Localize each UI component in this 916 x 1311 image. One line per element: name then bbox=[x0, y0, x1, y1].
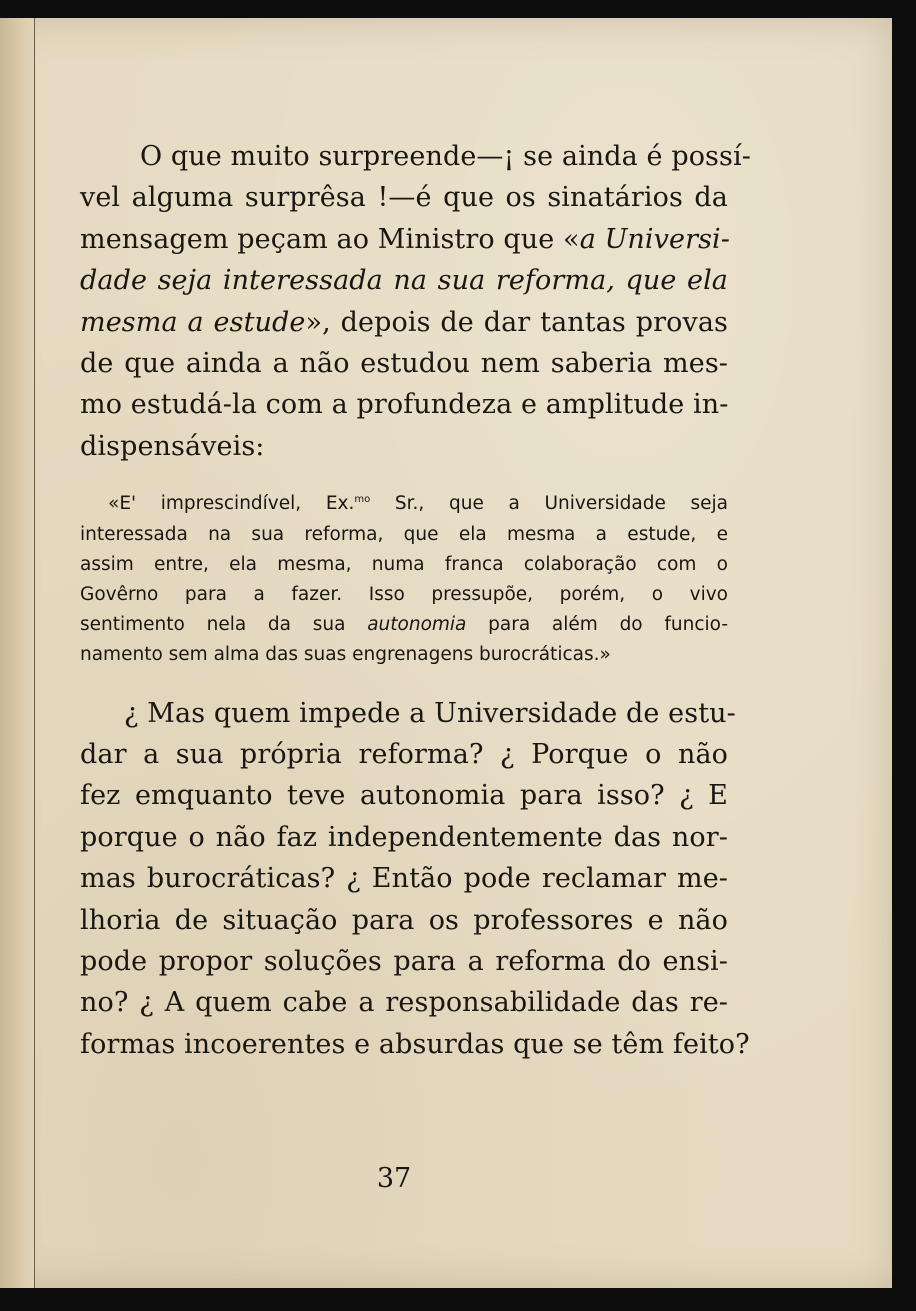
paragraph-2-line-2: dar a sua própria reforma? ¿ Porque o não bbox=[80, 739, 728, 771]
gutter-line bbox=[34, 18, 35, 1288]
paragraph-2-line-9: formas incoerentes e absurdas que se têm feito? bbox=[80, 1028, 750, 1060]
paragraph-2-line-4: porque o não faz independentemente das nor- bbox=[80, 821, 728, 853]
italic-word: autonomia bbox=[367, 614, 467, 636]
quote-line-5: sentimento nela da sua autonomia para além do funcio- bbox=[80, 614, 728, 636]
quote-line-4: Govêrno para a fazer. Isso pressupõe, porém, o vivo bbox=[80, 584, 728, 606]
paragraph-2-line-6: lhoria de situação para os professores e não bbox=[80, 904, 728, 936]
page-gutter bbox=[0, 18, 35, 1288]
paragraph-1-line-8: dispensáveis: bbox=[80, 430, 265, 462]
paragraph-2-line-7: pode propor soluções para a reforma do ensi- bbox=[80, 946, 728, 978]
paragraph-2-line-5: mas burocráticas? ¿ Então pode reclamar me- bbox=[80, 863, 728, 895]
paragraph-2-line-1: ¿ Mas quem impede a Universidade de estu- bbox=[124, 697, 736, 729]
paragraph-2-line-3: fez emquanto teve autonomia para isso? ¿ E bbox=[80, 780, 728, 812]
quote-line-3: assim entre, ela mesma, numa franca colaboração com o bbox=[80, 553, 728, 575]
italic-quote-fragment: mesma a estude bbox=[80, 306, 306, 338]
quote-line-1: «E' imprescindível, Ex.$^{mo}$ Sr., que a Universidade seja bbox=[108, 493, 728, 515]
paragraph-1 bbox=[80, 136, 751, 467]
paragraph-1-line-7: mo estudá-la com a profundeza e amplitude in- bbox=[80, 389, 729, 421]
quote-line-6: namento sem alma das suas engrenagens burocráticas.» bbox=[80, 644, 611, 666]
book-page bbox=[0, 18, 892, 1288]
page-number: 37 bbox=[376, 1163, 412, 1194]
paragraph-2 bbox=[80, 693, 750, 1066]
paragraph-1-line-2: vel alguma surprêsa !—é que os sinatários da bbox=[80, 182, 728, 214]
italic-quote-fragment: a Universi- bbox=[579, 223, 730, 255]
page-text bbox=[80, 136, 751, 1065]
paragraph-1-line-4 bbox=[80, 260, 728, 301]
paragraph-1-line-5: mesma a estude», depois de dar tantas provas bbox=[80, 306, 728, 338]
paragraph-2-line-8: no? ¿ A quem cabe a responsabilidade das re- bbox=[80, 987, 728, 1019]
italic-quote-fragment: dade seja interessada na sua reforma, que ela bbox=[80, 265, 728, 297]
quote-line-2: interessada na sua reforma, que ela mesma a estude, e bbox=[80, 523, 728, 545]
paragraph-1-line-3: mensagem peçam ao Ministro que «a Universi- bbox=[80, 223, 730, 255]
block-quote bbox=[80, 485, 728, 670]
paragraph-1-line-6: de que ainda a não estudou nem saberia mes- bbox=[80, 348, 728, 380]
paragraph-1-line-1: O que muito surpreende—¡ se ainda é possí- bbox=[140, 141, 751, 172]
superscript: mo bbox=[354, 494, 371, 506]
